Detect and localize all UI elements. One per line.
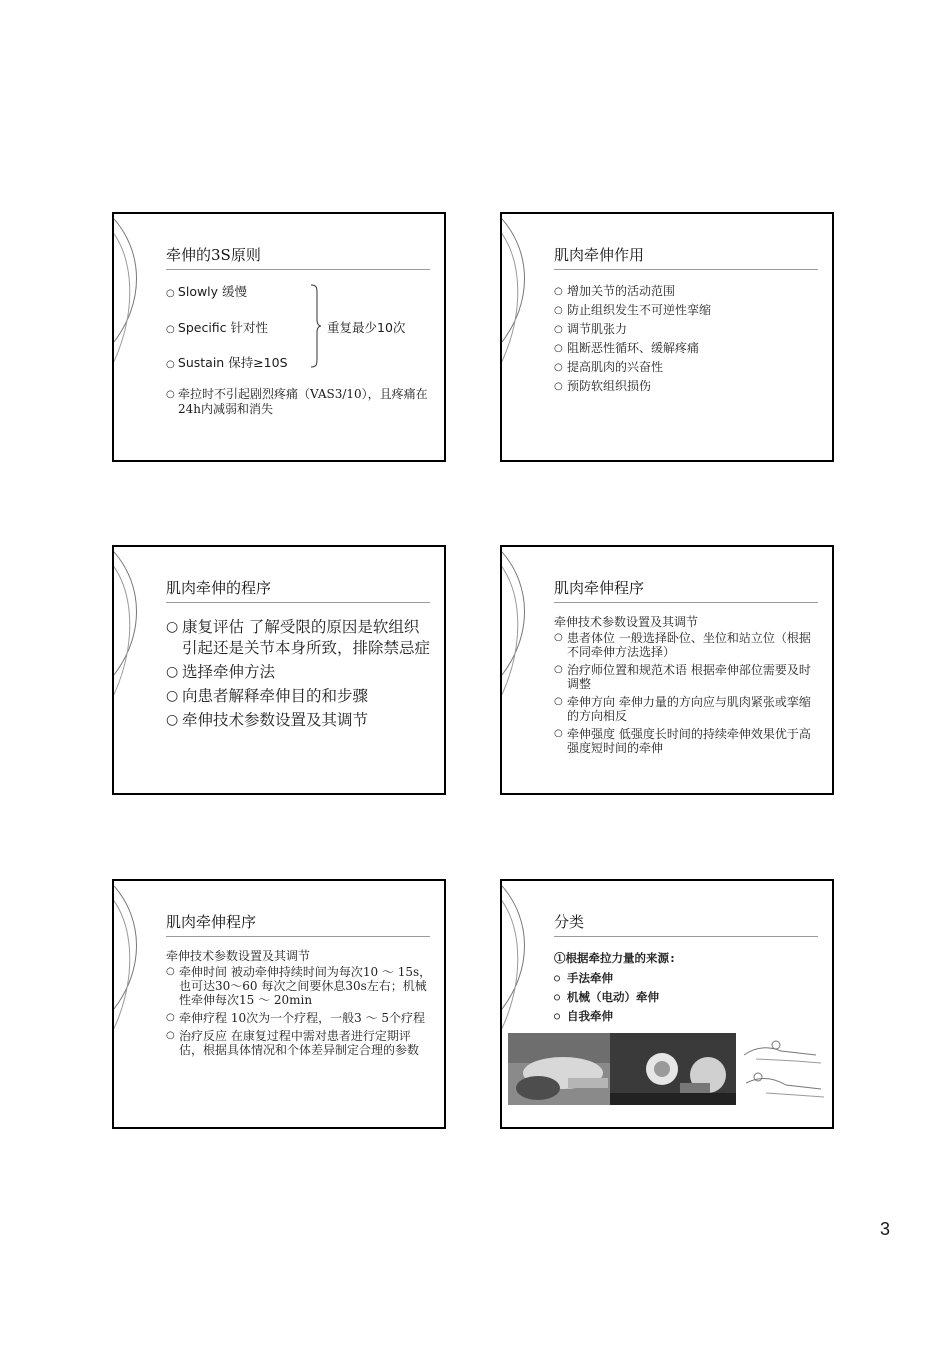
slide-decoration bbox=[114, 881, 154, 1127]
brace-icon bbox=[310, 284, 322, 368]
slide-decoration bbox=[502, 547, 542, 793]
bullet-list bbox=[166, 965, 432, 1057]
list-item: ○ 牵伸疗程 10次为一个疗程，一般3 ～ 5个疗程 bbox=[166, 1011, 432, 1025]
slide-title: 分类 bbox=[554, 913, 585, 931]
slide-title: 肌肉牵伸程序 bbox=[166, 913, 257, 931]
list-item: ○ Specific 针对性 bbox=[166, 318, 268, 336]
list-item: ○ 向患者解释牵伸目的和步骤 bbox=[166, 686, 432, 707]
slide-subtitle: 牵伸技术参数设置及其调节 bbox=[554, 615, 699, 629]
slide-title: 肌肉牵伸的程序 bbox=[166, 579, 272, 597]
slide-decoration bbox=[114, 547, 154, 793]
list-item: ○ 手法牵伸 bbox=[554, 971, 820, 986]
page-number: 3 bbox=[880, 1219, 891, 1239]
slide-title: 肌肉牵伸作用 bbox=[554, 246, 645, 264]
slide-3 bbox=[112, 545, 446, 795]
list-item: ○ 调节肌张力 bbox=[554, 322, 820, 337]
list-item: ○ 康复评估 了解受限的原因是软组织引起还是关节本身所致，排除禁忌症 bbox=[166, 617, 432, 659]
slide-title: 牵伸的3S原则 bbox=[166, 246, 261, 264]
title-divider bbox=[554, 602, 818, 603]
title-divider bbox=[554, 936, 818, 937]
list-item: ○ 选择牵伸方法 bbox=[166, 662, 432, 683]
slide-subtitle: 牵伸技术参数设置及其调节 bbox=[166, 949, 311, 963]
list-item: ○ 提高肌肉的兴奋性 bbox=[554, 360, 820, 375]
list-item: ○ Slowly 缓慢 bbox=[166, 282, 247, 300]
mechanical-stretch-photo bbox=[610, 1033, 736, 1105]
list-item: ○ 防止组织发生不可逆性挛缩 bbox=[554, 303, 820, 318]
brace-label: 重复最少10次 bbox=[327, 320, 406, 335]
title-divider bbox=[166, 602, 430, 603]
bullet-list bbox=[554, 971, 820, 1024]
list-item: ○ 机械（电动）牵伸 bbox=[554, 990, 820, 1005]
manual-stretch-photo bbox=[508, 1033, 610, 1105]
slide-5 bbox=[112, 879, 446, 1129]
list-item: ○ 牵伸强度 低强度长时间的持续牵伸效果优于高强度短时间的牵伸 bbox=[554, 727, 820, 755]
list-item: ○ 预防软组织损伤 bbox=[554, 379, 820, 394]
slide-decoration bbox=[502, 214, 542, 460]
slide-subtitle: ①根据牵拉力量的来源: bbox=[554, 951, 676, 965]
slide-2 bbox=[500, 212, 834, 462]
title-divider bbox=[166, 269, 430, 270]
title-divider bbox=[554, 269, 818, 270]
list-item: ○ 自我牵伸 bbox=[554, 1009, 820, 1024]
bullet-list bbox=[554, 284, 820, 394]
list-item: ○ 治疗师位置和规范术语 根据牵伸部位需要及时调整 bbox=[554, 663, 820, 691]
photo-strip bbox=[508, 1033, 828, 1105]
list-item: ○ Sustain 保持≥10S bbox=[166, 353, 288, 371]
bullet-list bbox=[554, 631, 820, 755]
slide-title: 肌肉牵伸程序 bbox=[554, 579, 645, 597]
list-item: ○ 增加关节的活动范围 bbox=[554, 284, 820, 299]
slide-4 bbox=[500, 545, 834, 795]
slide-6 bbox=[500, 879, 834, 1129]
list-item: ○ 患者体位 一般选择卧位、坐位和站立位（根据不同牵伸方法选择） bbox=[554, 631, 820, 659]
list-item: ○ 牵伸方向 牵伸力量的方向应与肌肉紧张或挛缩的方向相反 bbox=[554, 695, 820, 723]
note-text: ○ 牵拉时不引起剧烈疼痛（VAS3/10），且疼痛在24h内减弱和消失 bbox=[166, 387, 432, 417]
list-item: ○ 牵伸技术参数设置及其调节 bbox=[166, 710, 432, 731]
list-item: ○ 治疗反应 在康复过程中需对患者进行定期评估，根据具体情况和个体差异制定合理的参数 bbox=[166, 1029, 432, 1057]
list-item: ○ 阻断恶性循环、缓解疼痛 bbox=[554, 341, 820, 356]
title-divider bbox=[166, 936, 430, 937]
slide-decoration bbox=[114, 214, 154, 460]
self-stretch-illustration bbox=[736, 1033, 828, 1105]
slide-1 bbox=[112, 212, 446, 462]
list-item: ○ 牵伸时间 被动牵伸持续时间为每次10 ～ 15s，也可达30～60 每次之间要休息30s左右；机械性牵伸每次15 ～ 20min bbox=[166, 965, 432, 1007]
bullet-list bbox=[166, 617, 432, 731]
